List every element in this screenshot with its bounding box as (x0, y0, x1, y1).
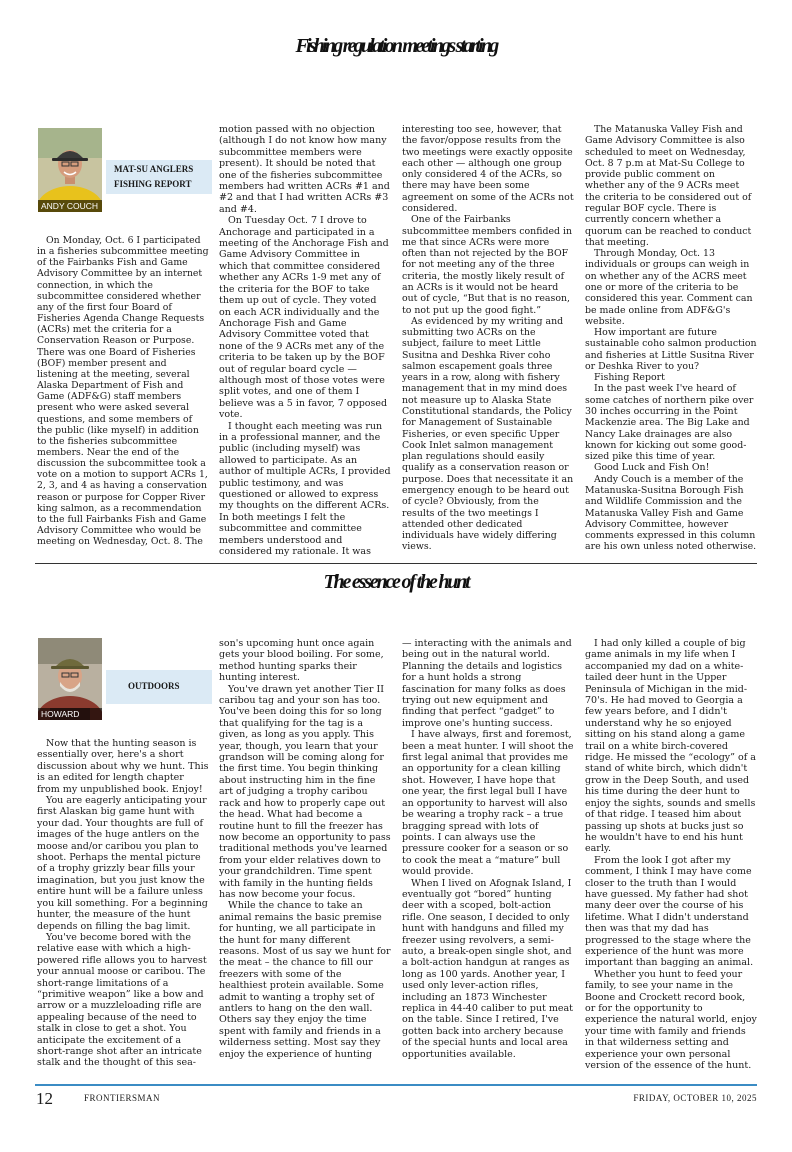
paragraph: You've drawn yet another Tier II caribou tag and your son has too. You've been doing this for so long that qualifying for the tag is a given, as long as you apply. This year, though, you learn that your grandson will be coming along for the first time. You begin thinking about instructing him in the fine art of judging a trophy caribou rack and how to properly cape out the head. What had become a routine hunt to fill the freezer has now become an opportunity to pass traditional methods you've learned from your elder relatives down to your grandchildren. Time spent with family in the hunting fields has now become your focus. (219, 683, 391, 900)
column-label-line1: MAT-SU ANGLERS (114, 164, 194, 174)
paragraph: One of the Fairbanks subcommittee members confided in me that since ACRs were more often than not rejected by the BOF for not meeting any of the three criteria, the mostly likely result of an ACRs is it would not be heard out of cycle, “But that is no reason, to not put up the good fight.” (402, 214, 573, 316)
paragraph: Good Luck and Fish On! (594, 462, 710, 474)
paragraph: I have always, first and foremost, been a meat hunter. I will shoot the first legal animal that provides me an opportunity for a clean killing shot. However, I have hope that one year, the first legal bull I have an opportunity to harvest will also be wearing a trophy rack – a true bragging spread with lots of points. I can always use the pressure cooker for a season or so to cook the meat a “mature” bull would provide. (402, 729, 574, 878)
headline-fishing-regulation: Fishing regulation meetings starting (295, 35, 497, 57)
paragraph: How important are future sustainable coho salmon production and fisheries at Little Susitna River or Deshka River to you? (585, 327, 757, 372)
author-photo-andy-couch (38, 128, 102, 212)
paragraph: Andy Couch is a member of the Matanuska-Susitna Borough Fish and Wildlife Commission and the Matanuska Valley Fish and Game Advisory Committee, however comments expressed in this column are his own unless noted otherwise. (585, 473, 757, 553)
article1-column-4 (585, 124, 757, 560)
paragraph: interesting too see, however, that the favor/oppose results from the two meetings were exactly opposite each other — although one group only considered 4 of the ACRs, so there may have been some agreement on some of the ACRs not considered. (402, 124, 574, 214)
paragraph: The Matanuska Valley Fish and Game Advisory Committee is also scheduled to meet on Wednesday, Oct. 8 7 p.m at Mat-Su College to provide public comment on whether any of the 9 ACRs meet the criteria to be considered out of regular BOF cycle. There is currently concern whether a quorum can be reached to conduct that meeting. (585, 124, 752, 248)
article1-column-2 (219, 124, 391, 560)
column-label-box (106, 160, 212, 194)
paragraph: On Tuesday Oct. 7 I drove to Anchorage and participated in a meeting of the Anchorage Fish and Game Advisory Committee in which that committee considered whether any ACRs 1-9 met any of the criteria for the BOF to take them up out of cycle. They voted on each ACR individually and the Anchorage Fish and Game Advisory Committee voted that none of the 9 ACRs met any of the criteria to be taken up by the BOF out of regular board cycle — although most of those votes were split votes, and one of them I believe was a 5 in favor, 7 opposed vote. (219, 215, 389, 421)
paragraph: On Monday, Oct. 6 I participated in a fisheries subcommittee meeting of the Fairbanks Fish and Game Advisory Committee by an internet connection, in which the subcommittee considered whether any of the first four Board of Fisheries Agenda Change Requests (ACRs) met the criteria for a Conservation Reason or Purpose. There was one Board of Fisheries (BOF) member present and listening at the meeting, several Alaska Department of Fish and Game (ADF&G) staff members present who were asked several questions, and some members of the public (like myself) in addition to the fisheries subcommittee members. Near the end of the discussion the subcommittee took a vote on a motion to support ACRs 1, 2, 3, and 4 as having a conservation reason or purpose for Copper River king salmon, as a recommendation to the full Fairbanks Fish and Game Advisory Committee who would be meeting on Wednesday, Oct. 8. The (37, 235, 209, 548)
footer-rule (35, 1084, 757, 1086)
paragraph: You've become bored with the relative ease with which a high-powered rifle allows you to harvest your annual moose or caribou. The short-range limitations of a “primitive weapon” like a bow and arrow or a muzzleloading rifle are appealing because of the need to stalk in close to get a shot. You anticipate the excitement of a short-range shot after an intricate stalk and the thought of this sea- (37, 931, 207, 1069)
author-photo-howard-delo (38, 638, 102, 731)
paragraph: Now that the hunting season is essentially over, here's a short discussion about why we hunt. This is an edited for length chapter from my unpublished book. Enjoy! (37, 738, 209, 795)
paragraph: — interacting with the animals and being out in the natural world. Planning the details and logistics for a hunt holds a strong fascination for many folks as does trying out new equipment and finding that perfect “gadget” to improve one's hunting success. (402, 638, 572, 729)
paragraph: Through Monday, Oct. 13 individuals or groups can weigh in on whether any of the ACRS meet one or more of the criteria to be considered this year. Comment can be made online from ADF&G's website. (585, 248, 753, 327)
paragraph: son's upcoming hunt once again gets your blood boiling. For some, method hunting sparks their hunting interest. (219, 638, 384, 684)
paragraph: I had only killed a couple of big game animals in my life when I accompanied my dad on a white-tailed deer hunt in the Upper Peninsula of Michigan in the mid-70's. He had moved to Georgia a few years before, and I didn't understand why he so enjoyed sitting on his stand along a game trail on a white birch-covered ridge. He missed the “ecology” of a stand of white birch, which didn't grow in the Deep South, and used his time during the deer hunt to enjoy the sights, sounds and smells of that ridge. I teased him about passing up shots at bucks just so he wouldn't have to end his hunt early. (585, 638, 756, 855)
paragraph: As evidenced by my writing and submitting two ACRs on the subject, failure to meet Little Susitna and Deshka River coho salmon escapement goals three years in a row, along with fishery management that in my mind does not measure up to Alaska State Constitutional standards, the Policy for Management of Sustainable Fisheries, or even specific Upper Cook Inlet salmon management plan regulations should easily qualify as a conservation reason or purpose. Does that necessitate it an emergency enough to be heard out of cycle? Obviously, from the results of the two meetings I attended other dedicated individuals have widely differing views. (402, 315, 574, 553)
article2-column-2 (219, 638, 391, 1084)
column-label-line2: FISHING REPORT (114, 179, 192, 189)
paragraph: Whether you hunt to feed your family, to see your name in the Boone and Crockett record book, or for the opportunity to experience the natural world, enjoy your time with family and friends in that wilderness setting and experience your own personal version of the essence of the hunt. (585, 968, 757, 1072)
paragraph: motion passed with no objection (although I do not know how many subcommittee members were present). It should be noted that one of the fisheries subcommittee members had written ACRs #1 and #2 and that I had written ACRs #3 and #4. (219, 124, 390, 215)
article1-column-1 (37, 235, 209, 560)
paragraph: I thought each meeting was run in a professional manner, and the public (including myself) was allowed to participate. As an author of multiple ACRs, I provided public testimony, and was questioned or allowed to express my thoughts on the different ACRs. In both meetings I felt the subcommittee and committee members understood and considered my rationale. It was (219, 420, 391, 558)
article2-column-1 (37, 738, 209, 1084)
paragraph: In the past week I've heard of some catches of northern pike over 30 inches occurring in the Point Mackenzie area. The Big Lake and Nancy Lake drainages are also known for kicking out some good-sized pike this time of year. (585, 383, 754, 463)
paragraph: When I lived on Afognak Island, I eventually got “bored” hunting deer with a scoped, bolt-action rifle. One season, I decided to only hunt with handguns and filled my freezer using revolvers, a semi-auto, a break-open single shot, and a bolt-action handgun at ranges as long as 100 yards. Another year, I used only lever-action rifles, including an 1873 Winchester replica in 44-40 caliber to put meat on the table. Since I retired, I've gotten back into archery because of the special hunts and local area opportunities available. (402, 877, 573, 1060)
column-label-box (106, 670, 212, 704)
author-caption: HOWARD DELO (38, 708, 102, 720)
paragraph: While the chance to take an animal remains the basic premise for hunting, we all participate in the hunt for many different reasons. Most of us say we hunt for the meat – the chance to fill our freezers with some of the healthiest protein available. Some admit to wanting a trophy set of antlers to hang on the den wall. Others say they enjoy the time spent with family and friends in a wilderness setting. Most say they enjoy the experience of hunting (219, 900, 391, 1060)
article2-column-3 (402, 638, 574, 1084)
article-divider (35, 563, 757, 564)
article2-column-4 (585, 638, 757, 1084)
paragraph: Fishing Report (594, 372, 665, 384)
author-caption: ANDY COUCH (38, 200, 102, 212)
paragraph: You are eagerly anticipating your first Alaskan big game hunt with your dad. Your thoughts are full of images of the huge antlers on the moose and/or caribou you plan to shoot. Perhaps the mental picture of a trophy grizzly bear fills your imagination, but you just know the entire hunt will be a failure unless you kill something. For a beginning hunter, the measure of the hunt depends on filling the bag limit. (37, 795, 208, 932)
column-label: OUTDOORS (128, 681, 180, 691)
publication-name: FRONTIERSMAN (84, 1093, 161, 1103)
article1-column-3 (402, 124, 574, 560)
paragraph: From the look I got after my comment, I think I may have come closer to the truth than I would have guessed. My father had shot many deer over the course of his lifetime. What I didn't understand then was that my dad has progressed to the stage where the experience of the hunt was more important than bagging an animal. (585, 854, 754, 969)
page-number: 12 (36, 1089, 53, 1108)
headline-essence-of-the-hunt: The essence of the hunt (323, 571, 469, 593)
issue-date: FRIDAY, OCTOBER 10, 2025 (633, 1093, 757, 1103)
